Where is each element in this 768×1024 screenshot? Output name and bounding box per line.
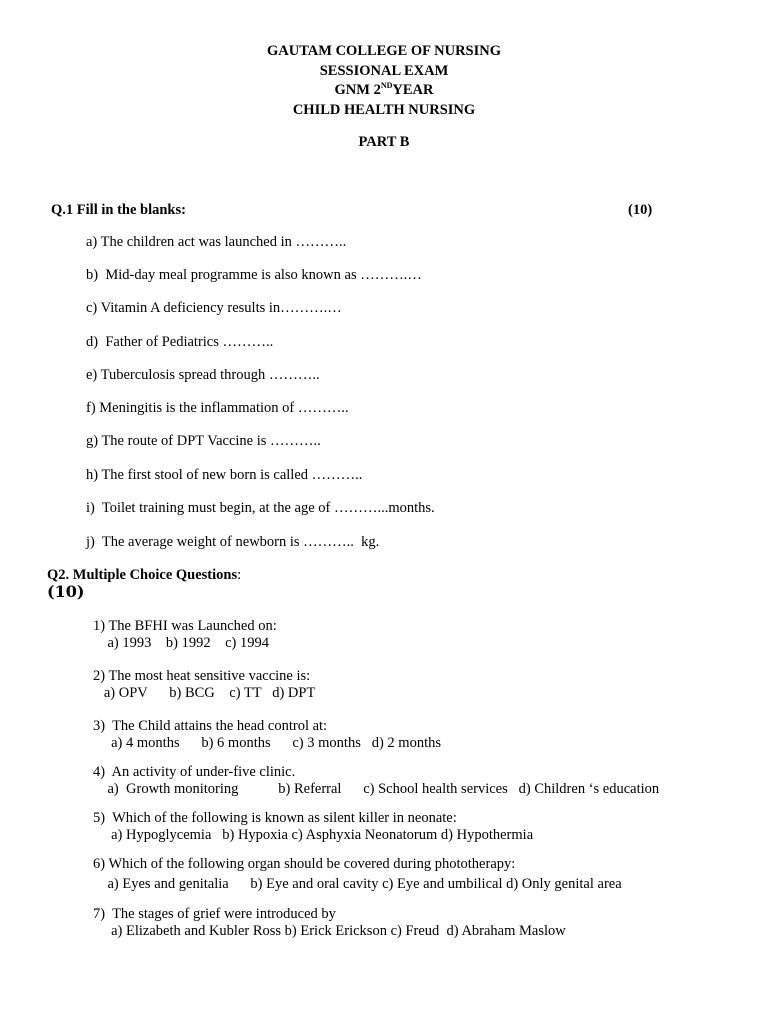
- mcq-question: 5) Which of the following is known as silent killer in neonate:: [93, 810, 457, 826]
- mcq-options: a) Elizabeth and Kubler Ross b) Erick Erickson c) Freud d) Abraham Maslow: [93, 923, 566, 939]
- q2-title-text: Q2. Multiple Choice Questions: [47, 567, 238, 583]
- year-prefix: GNM 2: [334, 82, 381, 98]
- q1-marks: (10): [628, 202, 653, 218]
- mcq-options: a) OPV b) BCG c) TT d) DPT: [93, 685, 316, 701]
- exam-title: SESSIONAL EXAM: [319, 62, 449, 79]
- mcq-options: a) Eyes and genitalia b) Eye and oral cavity c) Eye and umbilical d) Only genital area: [93, 876, 622, 892]
- fill-blank-item: d) Father of Pediatrics ………..: [86, 334, 274, 350]
- year-suffix: YEAR: [392, 82, 434, 98]
- mcq-options: a) Hypoglycemia b) Hypoxia c) Asphyxia Neonatorum d) Hypothermia: [93, 827, 534, 843]
- mcq-options: a) 4 months b) 6 months c) 3 months d) 2 months: [93, 735, 441, 751]
- fill-blank-item: a) The children act was launched in ………..: [86, 234, 347, 250]
- q2-title-colon: :: [237, 567, 242, 583]
- mcq-item: [93, 764, 659, 798]
- q1-title: Q.1 Fill in the blanks:: [51, 202, 186, 218]
- mcq-item: [93, 906, 566, 940]
- fill-blank-item: g) The route of DPT Vaccine is ………..: [86, 433, 321, 449]
- year-superscript: ND: [380, 81, 393, 90]
- mcq-options: a) 1993 b) 1992 c) 1994: [93, 635, 269, 651]
- program-year: [0, 81, 768, 101]
- mcq-item: [93, 810, 533, 844]
- exam-header: [0, 42, 768, 120]
- subject-name: CHILD HEALTH NURSING: [292, 101, 476, 118]
- part-label: PART B: [358, 134, 410, 150]
- fill-blank-item: i) Toilet training must begin, at the age of ………...months.: [86, 500, 435, 516]
- mcq-item: [93, 668, 315, 702]
- mcq-question: 2) The most heat sensitive vaccine is:: [93, 668, 311, 684]
- mcq-options: a) Growth monitoring b) Referral c) School health services d) Children ‘s education: [93, 781, 660, 797]
- fill-blank-item: j) The average weight of newborn is ……….. kg.: [86, 534, 380, 550]
- fill-blank-item: h) The first stool of new born is called ………..: [86, 467, 363, 483]
- mcq-question: 6) Which of the following organ should be covered during phototherapy:: [93, 856, 516, 872]
- fill-blank-item: e) Tuberculosis spread through ………..: [86, 367, 320, 383]
- college-name: GAUTAM COLLEGE OF NURSING: [266, 43, 502, 59]
- fill-blank-item: f) Meningitis is the inflammation of ………..: [86, 400, 349, 416]
- mcq-item: [93, 618, 277, 652]
- mcq-question: 1) The BFHI was Launched on:: [93, 618, 277, 634]
- fill-blank-item: c) Vitamin A deficiency results in……….…: [86, 300, 342, 316]
- mcq-question: 7) The stages of grief were introduced by: [93, 906, 336, 922]
- q2-marks: (10): [47, 582, 85, 601]
- mcq-item: [93, 718, 441, 752]
- fill-blank-item: b) Mid-day meal programme is also known as ……….…: [86, 267, 422, 283]
- mcq-question: 4) An activity of under-five clinic.: [93, 764, 296, 780]
- mcq-question: 3) The Child attains the head control at:: [93, 718, 328, 734]
- mcq-item: [93, 856, 622, 893]
